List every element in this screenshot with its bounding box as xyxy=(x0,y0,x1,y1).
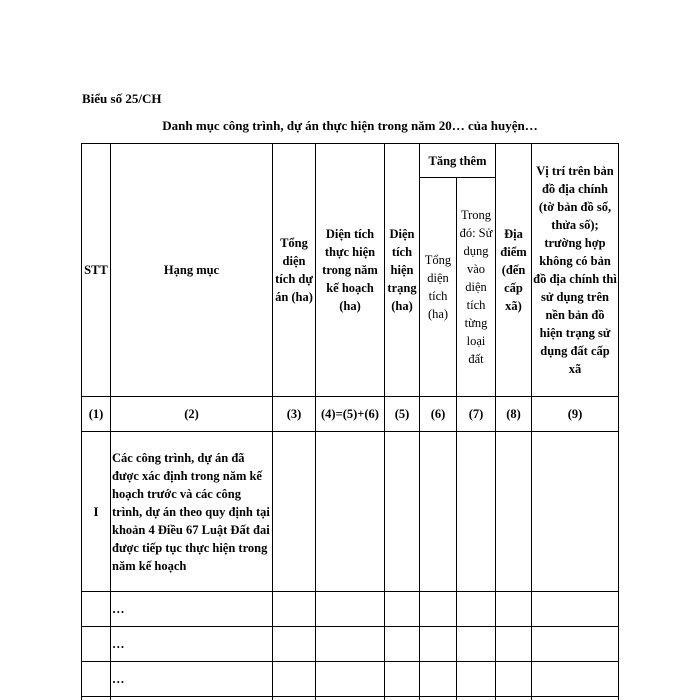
empty-cell xyxy=(385,432,420,592)
row-stt xyxy=(82,662,111,697)
row-hang-muc: … xyxy=(111,627,273,662)
column-number: (7) xyxy=(457,397,496,432)
empty-cell xyxy=(273,662,316,697)
column-number: (9) xyxy=(532,397,619,432)
row-hang-muc xyxy=(111,697,273,700)
empty-cell xyxy=(273,592,316,627)
column-number: (3) xyxy=(273,397,316,432)
empty-cell xyxy=(457,662,496,697)
empty-cell xyxy=(273,432,316,592)
empty-cell xyxy=(457,432,496,592)
empty-cell xyxy=(316,592,385,627)
empty-cell xyxy=(420,432,457,592)
project-list-table xyxy=(81,143,619,700)
empty-cell xyxy=(496,592,532,627)
row-stt xyxy=(82,627,111,662)
empty-cell xyxy=(420,697,457,700)
header-vi-tri: Vị trí trên bản đồ địa chính (tờ bản đồ số, thửa số); trường hợp không có bản đồ địa chính thì sử dụng trên nền bản đồ hiện trạng sử dụng đất cấp xã xyxy=(532,144,619,397)
row-stt xyxy=(82,697,111,700)
header-hang-muc: Hạng mục xyxy=(111,144,273,397)
empty-cell xyxy=(385,662,420,697)
row-stt xyxy=(82,592,111,627)
empty-cell xyxy=(532,432,619,592)
column-number: (4)=(5)+(6) xyxy=(316,397,385,432)
table-row xyxy=(82,697,619,700)
empty-cell xyxy=(316,697,385,700)
row-hang-muc: Các công trình, dự án đã được xác định trong năm kế hoạch trước và các công trình, dự án theo quy định tại khoản 4 Điều 67 Luật Đất đai được tiếp tục thực hiện trong năm kế hoạch xyxy=(111,432,273,592)
empty-cell xyxy=(273,697,316,700)
empty-cell xyxy=(532,592,619,627)
empty-cell xyxy=(532,662,619,697)
empty-cell xyxy=(316,662,385,697)
column-number: (8) xyxy=(496,397,532,432)
row-hang-muc: … xyxy=(111,592,273,627)
header-tang-them-tong: Tổng diện tích (ha) xyxy=(420,178,457,397)
empty-cell xyxy=(532,697,619,700)
column-number: (6) xyxy=(420,397,457,432)
empty-cell xyxy=(385,697,420,700)
empty-cell xyxy=(316,432,385,592)
empty-cell xyxy=(496,662,532,697)
header-tang-them-trong-do: Trong đó: Sử dụng vào diện tích từng loại đất xyxy=(457,178,496,397)
empty-cell xyxy=(457,697,496,700)
empty-cell xyxy=(385,627,420,662)
row-hang-muc: … xyxy=(111,662,273,697)
header-dien-tich-ke-hoach: Diện tích thực hiện trong năm kế hoạch (ha) xyxy=(316,144,385,397)
table-row xyxy=(82,662,619,697)
row-stt: I xyxy=(82,432,111,592)
header-tong-dien-tich: Tổng diện tích dự án (ha) xyxy=(273,144,316,397)
empty-cell xyxy=(273,627,316,662)
table-row xyxy=(82,432,619,592)
empty-cell xyxy=(420,627,457,662)
column-number-row xyxy=(82,397,619,432)
empty-cell xyxy=(316,627,385,662)
header-dien-tich-hien-trang: Diện tích hiện trạng (ha) xyxy=(385,144,420,397)
table-row xyxy=(82,592,619,627)
form-code: Biểu số 25/CH xyxy=(82,91,162,106)
empty-cell xyxy=(496,627,532,662)
empty-cell xyxy=(496,697,532,700)
column-number: (5) xyxy=(385,397,420,432)
header-stt: STT xyxy=(82,144,111,397)
empty-cell xyxy=(420,592,457,627)
column-number: (2) xyxy=(111,397,273,432)
empty-cell xyxy=(532,627,619,662)
empty-cell xyxy=(457,627,496,662)
empty-cell xyxy=(457,592,496,627)
empty-cell xyxy=(420,662,457,697)
empty-cell xyxy=(496,432,532,592)
header-dia-diem: Địa điểm (đến cấp xã) xyxy=(496,144,532,397)
document-title: Danh mục công trình, dự án thực hiện trong năm 20… của huyện… xyxy=(162,118,538,133)
table-row xyxy=(82,627,619,662)
header-tang-them: Tăng thêm xyxy=(420,144,496,178)
empty-cell xyxy=(385,592,420,627)
column-number: (1) xyxy=(82,397,111,432)
